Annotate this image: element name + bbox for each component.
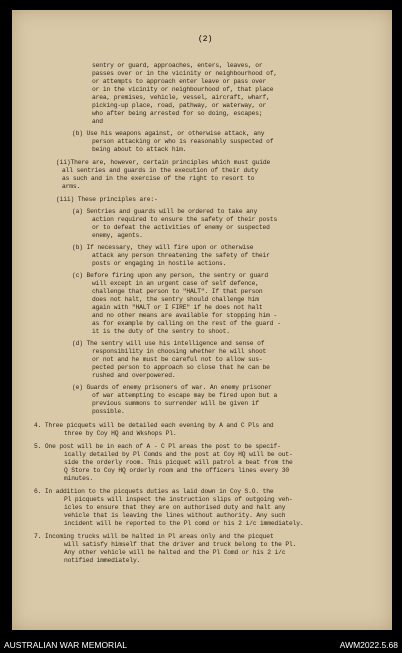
- text-line: possible.: [92, 408, 125, 415]
- text-line: (e) Guards of enemy prisoners of war. An enemy prisoner: [72, 384, 272, 391]
- text-line: side the orderly room. This picquet will patrol a beat from the: [64, 459, 293, 466]
- text-line: it is the duty of the sentry to shoot.: [92, 328, 230, 335]
- text-line: will except in an urgent case of self defence,: [92, 280, 259, 287]
- document-page: [12, 10, 392, 630]
- text-line: three by Coy HQ and Wkshops Pl.: [64, 430, 177, 437]
- text-line: Any other vehicle will be halted and the Pl Comd or his 2 i/c: [64, 549, 286, 556]
- archive-footer: [0, 632, 402, 653]
- text-line: (d) The sentry will use his intelligence and sense of: [72, 340, 265, 347]
- text-line: who after being arrested for so doing, escapes;: [92, 110, 263, 117]
- text-line: or not and he must be careful not to allow sus-: [92, 356, 263, 363]
- text-line: as for example by calling on the rest of the guard -: [92, 320, 281, 327]
- text-line: posts or engaging in hostile actions.: [92, 260, 227, 267]
- text-line: will satisfy himself that the driver and truck belong to the Pl.: [64, 541, 297, 548]
- text-line: (iii) These principles are:-: [56, 196, 158, 203]
- text-line: action required to ensure the safety of their posts: [92, 216, 278, 223]
- text-line: minutes.: [64, 475, 94, 482]
- text-line: attack any person threatening the safety of their: [92, 252, 270, 259]
- text-line: arms.: [62, 183, 81, 190]
- text-line: incident will be reported to the Pl comd or his 2 i/c immediately.: [64, 520, 304, 527]
- text-line: Pl picquets will inspect the instruction slips of outgoing veh-: [64, 496, 293, 503]
- text-line: 6. In addition to the picquets duties as laid down in Coy S.O. the: [34, 488, 274, 495]
- text-line: or in the vicinity or neighbourhood of, that place: [92, 86, 274, 93]
- footer-accession-number: AWM2022.5.68: [339, 640, 398, 650]
- text-line: challenge that person to "HALT". If that person: [92, 288, 263, 295]
- text-line: of war attempting to escape may be fired upon but a: [92, 392, 278, 399]
- text-line: does not halt, the sentry should challenge him: [92, 296, 259, 303]
- text-line: previous summons to surrender will be given if: [92, 400, 259, 407]
- text-line: responsibility in choosing whether he will shoot: [92, 348, 267, 355]
- text-line: as such and in the exercise of the right to resort to: [62, 175, 255, 182]
- text-line: or to defeat the activities of enemy or suspected: [92, 224, 270, 231]
- footer-institution: AUSTRALIAN WAR MEMORIAL: [4, 640, 127, 650]
- text-line: area, premises, vehicle, vessel, aircraft, wharf,: [92, 94, 270, 101]
- document-body: [12, 10, 392, 630]
- text-line: vehicle that is leaving the lines without authority. Any such: [64, 512, 286, 519]
- text-line: being about to attack him.: [92, 146, 187, 153]
- text-line: all sentries and guards in the execution of their duty: [62, 167, 258, 174]
- text-line: (c) Before firing upon any person, the sentry or guard: [72, 272, 268, 279]
- text-line: rushed and overpowered.: [92, 372, 176, 379]
- text-line: picking-up place, road, pathway, or waterway, or: [92, 102, 267, 109]
- page-number: (2): [198, 35, 213, 44]
- text-line: 5. One post will be in each of A - C Pl areas the post to be specif-: [34, 443, 281, 450]
- text-line: pected person to approach so close that he can be: [92, 364, 270, 371]
- text-line: or attempts to approach enter leave or pass over: [92, 78, 267, 85]
- text-line: and no other means are available for stopping him -: [92, 312, 278, 319]
- text-line: (a) Sentries and guards will be ordered to take any: [72, 208, 258, 215]
- text-line: 7. Incoming trucks will be halted in Pl areas only and the picquet: [34, 533, 274, 540]
- text-line: 4. Three picquets will be detailed each evening by A and C Pls and: [34, 422, 274, 429]
- text-line: (b) Use his weapons against, or otherwise attack, any: [72, 130, 265, 137]
- text-line: ically detailed by Pl Comds and the post at Coy HQ will be out-: [64, 451, 293, 458]
- text-line: notified immediately.: [64, 557, 141, 564]
- text-line: icles to ensure that they are on authorised duty and halt any: [64, 504, 286, 511]
- text-line: passes over or in the vicinity or neighbourhood of,: [92, 70, 278, 77]
- text-line: (b) If necessary, they will fire upon or otherwise: [72, 244, 254, 251]
- text-line: (ii)There are, however, certain principles which must guide: [56, 159, 271, 166]
- text-line: and: [92, 118, 103, 125]
- text-line: sentry or guard, approaches, enters, leaves, or: [92, 62, 263, 69]
- text-line: person attacking or who is reasonably suspected of: [92, 138, 274, 145]
- text-line: Q Store to Coy HQ orderly room and the officers lines every 30: [64, 467, 289, 474]
- text-line: again with "HALT or I FIRE" if he does not halt: [92, 304, 263, 311]
- text-line: enemy, agents.: [92, 232, 143, 239]
